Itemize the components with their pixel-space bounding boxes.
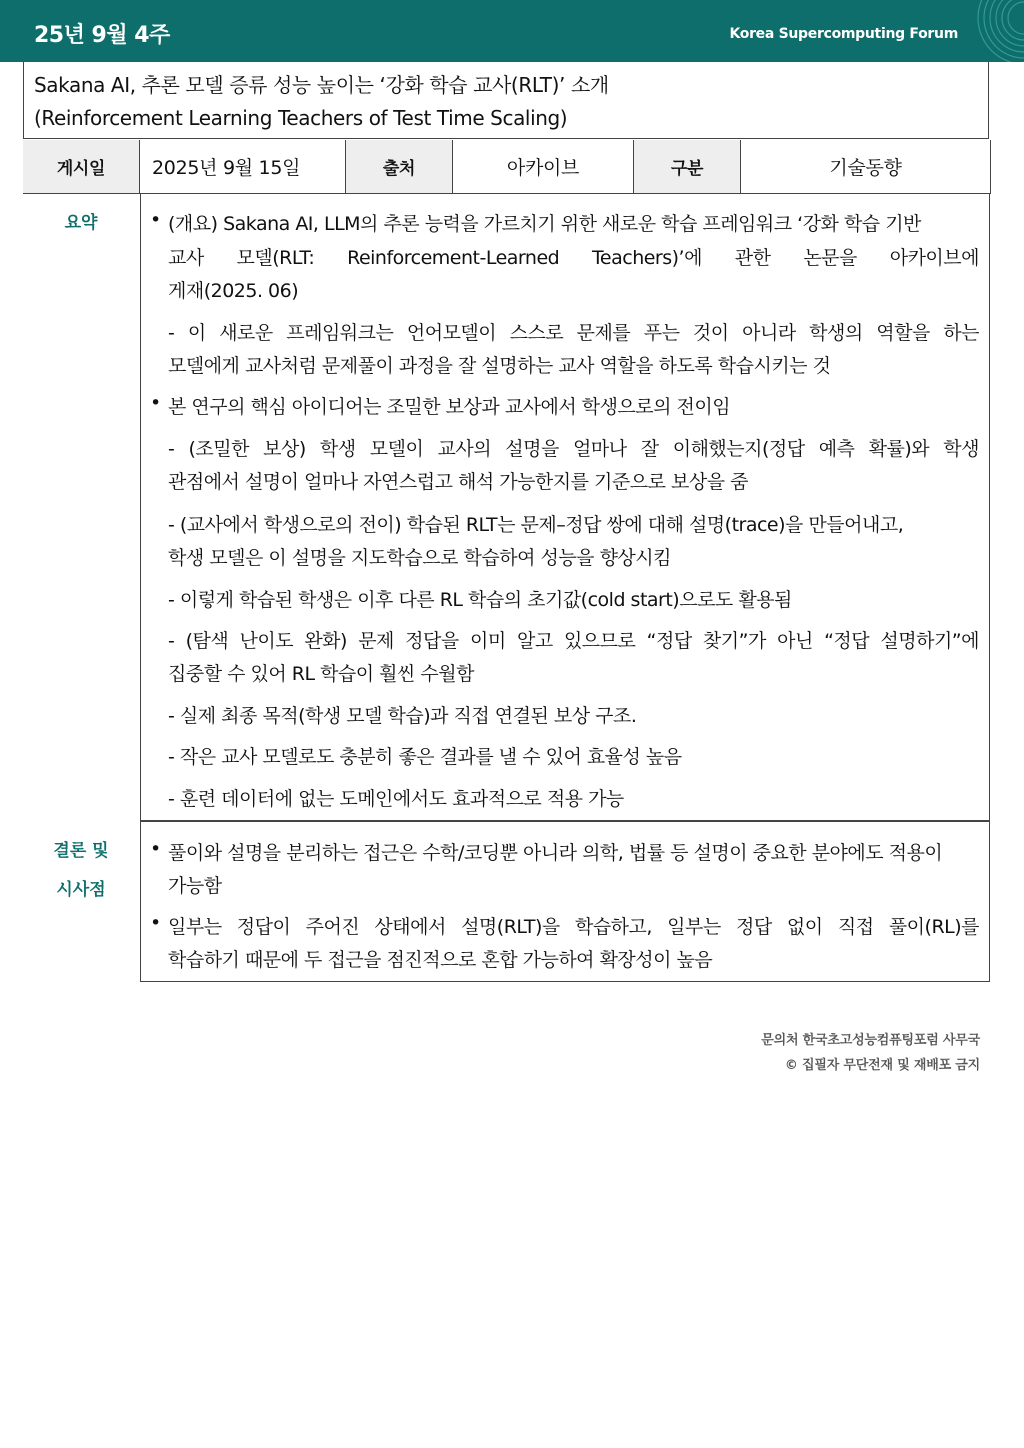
source-label: 출처: [346, 140, 453, 193]
summary-line: - 실제 최종 목적(학생 모델 학습)과 직접 연결된 보상 구조.: [168, 705, 637, 727]
decorative-arcs-icon: [944, 0, 1024, 62]
summary-line: - 이 새로운 프레임워크는 언어모델이 스스로 문제를 푸는 것이 아니라 학생의 역할을 하는: [168, 322, 979, 344]
summary-line: - 작은 교사 모델로도 충분히 좋은 결과를 낼 수 있어 효율성 높음: [168, 746, 682, 768]
footer-copyright: © 집필자 무단전재 및 재배포 금지: [784, 1058, 980, 1073]
summary-line: 관점에서 설명이 얼마나 자연스럽고 해석 가능한지를 기준으로 보상을 줌: [168, 471, 748, 493]
header-bar: [0, 0, 1024, 62]
bullet-icon: •: [150, 838, 162, 860]
category-label: 구분: [634, 140, 741, 193]
conclusion-line: 학습하기 때문에 두 접근을 점진적으로 혼합 가능하여 확장성이 높음: [168, 949, 713, 971]
summary-line: 집중할 수 있어 RL 학습이 훨씬 수월함: [168, 663, 474, 685]
conclusion-line: 일부는 정답이 주어진 상태에서 설명(RLT)을 학습하고, 일부는 정답 없이 직접 풀이(RL)를: [168, 916, 979, 938]
source-value: 아카이브: [453, 140, 634, 193]
summary-line: - (조밀한 보상) 학생 모델이 교사의 설명을 얼마나 잘 이해했는지(정답 예측 확률)와 학생: [168, 438, 979, 460]
article-subtitle: (Reinforcement Learning Teachers of Test Time Scaling): [34, 106, 568, 130]
conclusion-line: 풀이와 설명을 분리하는 접근은 수학/코딩뿐 아니라 의학, 법률 등 설명이 중요한 분야에도 적용이: [168, 842, 943, 864]
footer-contact: 문의처 한국초고성능컴퓨팅포럼 사무국: [761, 1033, 980, 1048]
forum-name: Korea Supercomputing Forum: [729, 26, 958, 42]
summary-line: (개요) Sakana AI, LLM의 추론 능력을 가르치기 위한 새로운 학습 프레임워크 ‘강화 학습 기반: [168, 213, 921, 235]
conclusion-line: 가능함: [168, 875, 222, 897]
summary-line: 본 연구의 핵심 아이디어는 조밀한 보상과 교사에서 학생으로의 전이임: [168, 396, 731, 418]
summary-label: 요약: [64, 213, 98, 233]
summary-line: - 훈련 데이터에 없는 도메인에서도 효과적으로 적용 가능: [168, 788, 624, 810]
summary-line: 교사 모델(RLT: Reinforcement-Learned Teachers)’에 관한 논문을 아카이브에: [168, 247, 979, 269]
date-label: 게시일: [23, 140, 140, 193]
summary-line: - (교사에서 학생으로의 전이) 학습된 RLT는 문제–정답 쌍에 대해 설명(trace)을 만들어내고,: [168, 514, 904, 536]
conclusion-label: 결론 및: [53, 841, 109, 861]
meta-row: [23, 140, 991, 194]
summary-line: 모델에게 교사처럼 문제풀이 과정을 잘 설명하는 교사 역할을 하도록 학습시키는 것: [168, 355, 831, 377]
summary-line: 학생 모델은 이 설명을 지도학습으로 학습하여 성능을 향상시킴: [168, 547, 671, 569]
bullet-icon: •: [150, 392, 162, 414]
summary-line: - 이렇게 학습된 학생은 이후 다른 RL 학습의 초기값(cold start)으로도 활용됨: [168, 589, 792, 611]
conclusion-box: [140, 821, 990, 982]
summary-box: [140, 194, 990, 821]
date-value: 2025년 9월 15일: [140, 140, 346, 193]
article-title: Sakana AI, 추론 모델 증류 성능 높이는 ‘강화 학습 교사(RLT)’ 소개: [34, 73, 609, 97]
issue-week: 25년 9월 4주: [34, 23, 170, 48]
article-title-box: [23, 62, 989, 139]
conclusion-label-2: 시사점: [56, 880, 106, 900]
bullet-icon: •: [150, 209, 162, 231]
bullet-icon: •: [150, 912, 162, 934]
summary-line: 게재(2025. 06): [168, 280, 299, 302]
summary-line: - (탐색 난이도 완화) 문제 정답을 이미 알고 있으므로 “정답 찾기”가 아닌 “정답 설명하기”에: [168, 630, 979, 652]
category-value: 기술동향: [741, 140, 991, 193]
